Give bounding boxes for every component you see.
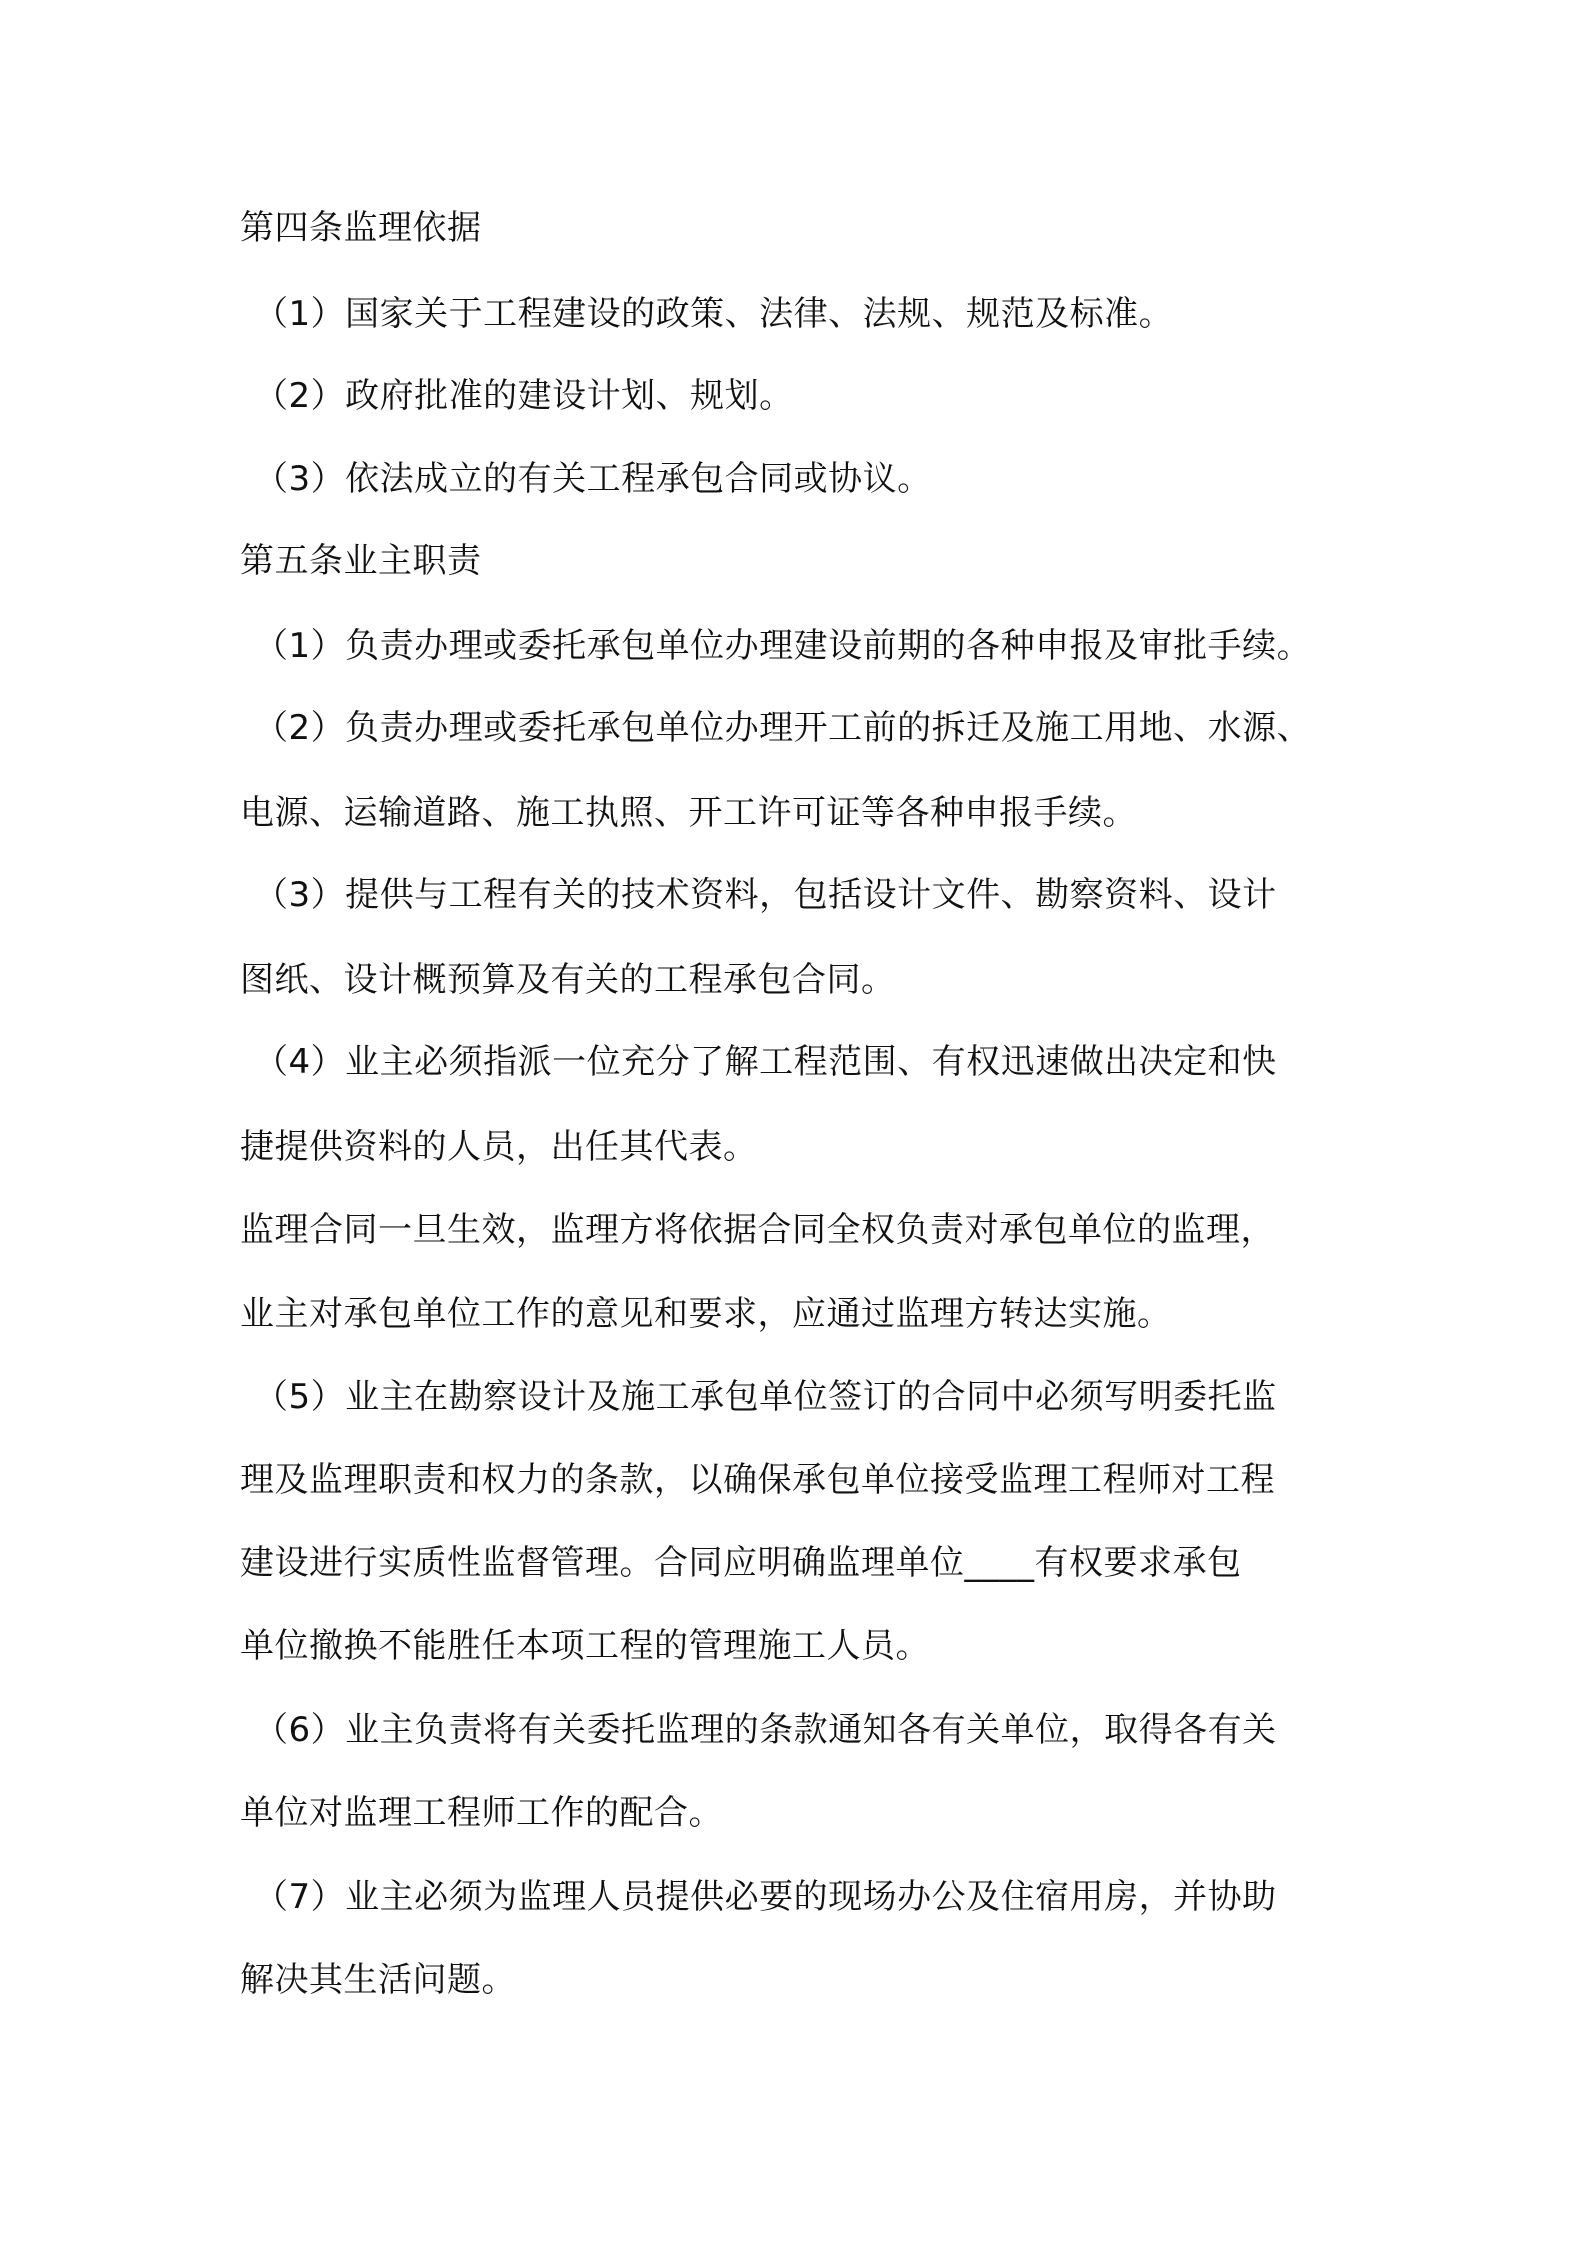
paragraph-line: 电源、运输道路、施工执照、开工许可证等各种申报手续。 (240, 793, 1137, 833)
paragraph-line: 解决其生活问题。 (240, 1960, 516, 2000)
paragraph-line: （2）政府批准的建设计划、规划。 (254, 376, 794, 416)
paragraph-line: 单位撤换不能胜任本项工程的管理施工人员。 (240, 1626, 930, 1666)
paragraph-line: 监理合同一旦生效，监理方将依据合同全权负责对承包单位的监理， (240, 1210, 1275, 1250)
paragraph-line: （7）业主必须为监理人员提供必要的现场办公及住宿用房，并协助 (254, 1877, 1277, 1917)
paragraph-line: 业主对承包单位工作的意见和要求，应通过监理方转达实施。 (240, 1294, 1172, 1334)
paragraph-line: （5）业主在勘察设计及施工承包单位签订的合同中必须写明委托监 (254, 1377, 1277, 1417)
paragraph-line: （1）国家关于工程建设的政策、法律、法规、规范及标准。 (254, 294, 1174, 334)
paragraph-line: （2）负责办理或委托承包单位办理开工前的拆迁及施工用地、水源、 (254, 708, 1312, 748)
paragraph-line: 建设进行实质性监督管理。合同应明确监理单位____有权要求承包 (240, 1543, 1242, 1583)
section-heading-4: 第四条监理依据 (240, 208, 482, 248)
paragraph-line: 单位对监理工程师工作的配合。 (240, 1793, 723, 1833)
paragraph-line: 捷提供资料的人员，出任其代表。 (240, 1127, 758, 1167)
section-heading-5: 第五条业主职责 (240, 541, 482, 581)
paragraph-line: （3）依法成立的有关工程承包合同或协议。 (254, 459, 932, 499)
paragraph-line: （4）业主必须指派一位充分了解工程范围、有权迅速做出决定和快 (254, 1042, 1277, 1082)
paragraph-line: 图纸、设计概预算及有关的工程承包合同。 (240, 960, 896, 1000)
paragraph-line: （6）业主负责将有关委托监理的条款通知各有关单位，取得各有关 (254, 1710, 1277, 1750)
paragraph-line: 理及监理职责和权力的条款，以确保承包单位接受监理工程师对工程 (240, 1460, 1275, 1500)
paragraph-line: （1）负责办理或委托承包单位办理建设前期的各种申报及审批手续。 (254, 626, 1312, 666)
paragraph-line: （3）提供与工程有关的技术资料，包括设计文件、勘察资料、设计 (254, 875, 1277, 915)
